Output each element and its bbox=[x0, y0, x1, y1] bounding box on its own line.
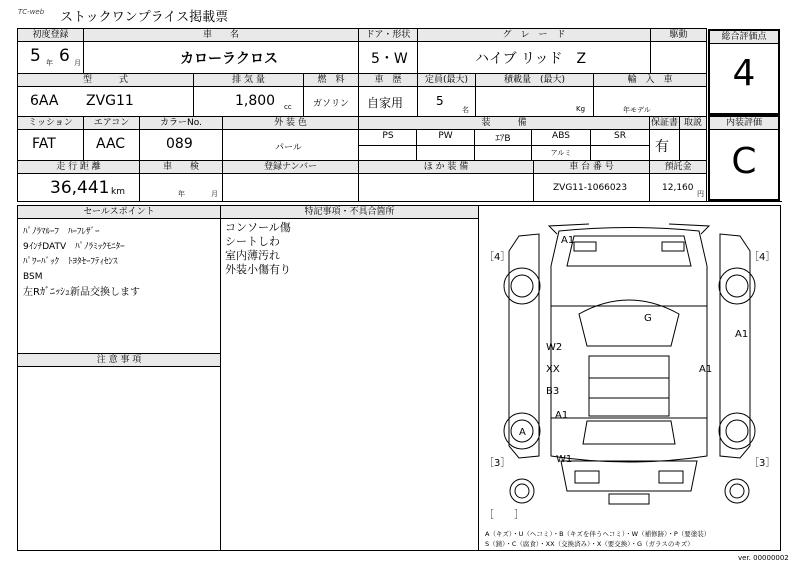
interior-score-box bbox=[708, 115, 780, 201]
reg-month: 6 bbox=[59, 46, 70, 66]
bracket-front-right: ［4］ bbox=[749, 252, 776, 263]
equip-alloy: アルミ bbox=[550, 149, 572, 157]
inspection-year: 年 bbox=[178, 190, 185, 198]
label-fuel: 燃 料 bbox=[304, 74, 358, 86]
label-chassis-no: 車 台 番 号 bbox=[534, 161, 649, 173]
car-name: カローラクロス bbox=[180, 51, 278, 67]
interior-score: C bbox=[731, 141, 757, 182]
label-aircon: エアコン bbox=[84, 117, 139, 129]
model-year-label: 年モデル bbox=[623, 106, 651, 114]
load-unit: Kg bbox=[576, 105, 586, 113]
deposit-unit: 円 bbox=[697, 190, 704, 198]
logo: TC-web bbox=[18, 8, 45, 16]
label-plate: 登録ナンバー bbox=[223, 161, 358, 173]
notes-label: 特記事項・不具合箇所 bbox=[221, 206, 478, 218]
document-title: ストックワンプライス掲載票 bbox=[60, 10, 229, 25]
damage-mark: W1 bbox=[556, 454, 573, 465]
bracket-rear-left: ［3］ bbox=[484, 458, 511, 469]
bracket-empty: ［ ］ bbox=[484, 510, 524, 521]
equip-abs: ABS bbox=[552, 131, 570, 141]
label-import: 輸 入 車 bbox=[594, 74, 706, 86]
note-item: 室内薄汚れ bbox=[225, 249, 280, 262]
reg-month-unit: 月 bbox=[74, 59, 81, 67]
equip-pw: PW bbox=[438, 131, 453, 141]
label-exterior-color: 外 装 色 bbox=[223, 117, 358, 129]
legend-line: S（錆）・C（腐食）・XX（交換済み）・X（要交換）・G（ガラスのキズ） bbox=[485, 540, 694, 548]
legend-line: A（キズ）・U（ヘコミ）・B（キズを伴うヘコミ）・W（補修跡）・P（要塗装） bbox=[485, 530, 711, 538]
fuel: ガソリン bbox=[313, 99, 350, 109]
capacity: 5 bbox=[436, 94, 444, 108]
label-load: 積載量 (最大) bbox=[476, 74, 593, 86]
label-grade: グ レ ー ド bbox=[418, 29, 650, 41]
sales-point-item: BSM bbox=[23, 272, 43, 282]
damage-mark: XX bbox=[546, 364, 560, 375]
label-drive: 駆動 bbox=[651, 29, 706, 41]
damage-mark: W2 bbox=[546, 342, 563, 353]
deposit: 12,160 bbox=[662, 183, 694, 193]
sales-point-item: ﾊﾟﾜｰﾊﾞｯｸ ﾄﾖﾀｾｰﾌﾃｨｾﾝｽ bbox=[23, 257, 118, 267]
label-mileage: 走 行 距 離 bbox=[18, 161, 139, 173]
damage-mark: A1 bbox=[735, 329, 749, 340]
version: ver. 00000002 bbox=[738, 554, 789, 562]
label-inspection: 車 検 bbox=[140, 161, 222, 173]
capacity-unit: 名 bbox=[462, 106, 469, 114]
total-score: 4 bbox=[732, 53, 756, 94]
reg-year: 5 bbox=[30, 46, 41, 66]
note-item: シートしわ bbox=[225, 235, 280, 248]
equip-ps: PS bbox=[382, 131, 394, 141]
inspection-month: 月 bbox=[211, 190, 218, 198]
label-mission: ミッション bbox=[18, 117, 83, 129]
grade: ハイブ リッド Z bbox=[475, 51, 587, 67]
cautions-label: 注 意 事 項 bbox=[18, 354, 220, 366]
label-history: 車 歴 bbox=[359, 74, 417, 86]
label-capacity: 定員(最大) bbox=[418, 74, 475, 86]
sales-point-item: 左Rｶﾞﾆｯｼｭ新品交換します bbox=[23, 287, 140, 298]
aircon: AAC bbox=[96, 136, 126, 152]
interior-score-label: 内装評価 bbox=[710, 117, 778, 130]
equip-airbag: ｴｱB bbox=[495, 134, 511, 144]
model: ZVG11 bbox=[86, 93, 134, 109]
color-no: 089 bbox=[166, 136, 193, 152]
warranty: 有 bbox=[655, 139, 669, 155]
damage-mark: A bbox=[519, 427, 526, 438]
bracket-rear-right: ［3］ bbox=[749, 458, 776, 469]
damage-mark: G bbox=[644, 313, 652, 324]
label-color-no: カラーNo. bbox=[140, 117, 222, 129]
sales-points-list bbox=[23, 225, 140, 300]
notes-list bbox=[225, 221, 291, 277]
label-price: 預託金 bbox=[650, 161, 706, 173]
exterior-color: パール bbox=[275, 143, 302, 153]
label-warranty: 保証書 bbox=[650, 118, 678, 128]
damage-mark: B3 bbox=[546, 386, 560, 397]
bracket-front-left: ［4］ bbox=[484, 252, 511, 263]
equip-sr: SR bbox=[614, 131, 626, 141]
mileage: 36,441 bbox=[50, 178, 110, 198]
label-first-reg: 初度登録 bbox=[18, 29, 83, 41]
damage-mark: A1 bbox=[561, 235, 575, 246]
total-score-label: 総合評価点 bbox=[710, 31, 778, 44]
chassis-no: ZVG11-1066023 bbox=[553, 183, 628, 193]
label-displacement: 排 気 量 bbox=[194, 74, 303, 86]
label-door-type: ドア・形状 bbox=[359, 29, 417, 41]
damage-diagram bbox=[479, 206, 780, 550]
model-prefix: 6AA bbox=[30, 93, 59, 109]
displacement: 1,800 bbox=[235, 93, 276, 109]
displacement-unit: cc bbox=[284, 103, 292, 111]
history: 自家用 bbox=[367, 96, 404, 110]
total-score-box bbox=[708, 29, 780, 115]
mission: FAT bbox=[32, 136, 56, 152]
label-car-name: 車 名 bbox=[84, 29, 358, 41]
label-equipment: 装 備 bbox=[359, 117, 649, 129]
label-manual: 取説 bbox=[680, 117, 706, 129]
sales-point-item: 9ｲﾝﾁDATV ﾊﾟﾉﾗﾐｯｸﾓﾆﾀｰ bbox=[23, 242, 125, 252]
damage-mark: A1 bbox=[699, 364, 713, 375]
reg-year-unit: 年 bbox=[46, 59, 53, 67]
mileage-unit: km bbox=[111, 187, 125, 197]
sales-point-item: ﾊﾟﾉﾗﾏﾙｰﾌ ﾊｰﾌﾚｻﾞｰ bbox=[23, 227, 100, 237]
note-item: コンソール傷 bbox=[225, 221, 291, 234]
damage-mark: A1 bbox=[555, 410, 569, 421]
label-other-equip: ほ か 装 備 bbox=[359, 161, 533, 173]
label-model: 型 式 bbox=[18, 74, 193, 86]
note-item: 外装小傷有り bbox=[225, 263, 291, 276]
door-type: 5・W bbox=[371, 51, 408, 67]
sales-points-label: セールスポイント bbox=[18, 206, 220, 218]
